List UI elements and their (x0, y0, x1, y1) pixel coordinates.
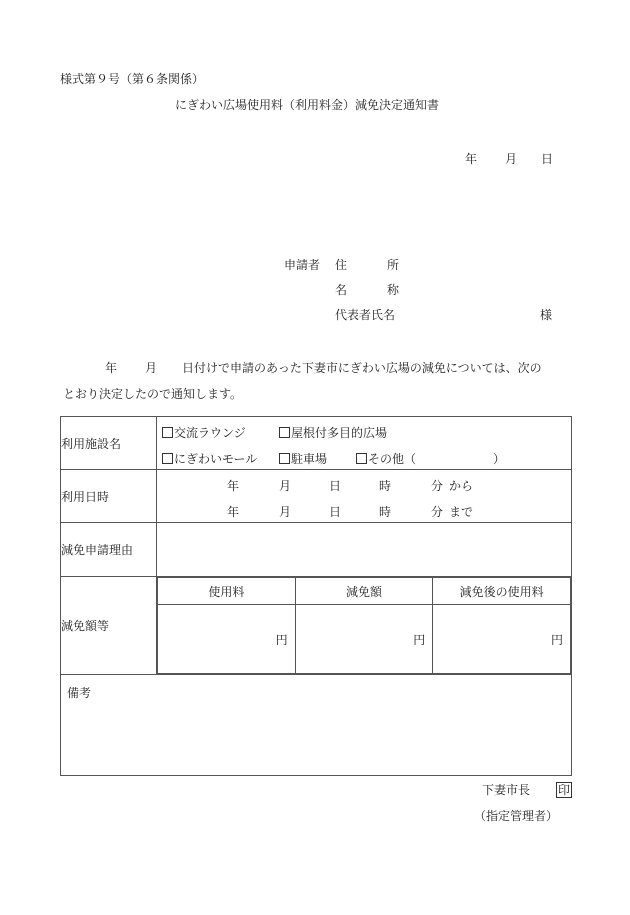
applicant-label: 申請者 (284, 258, 321, 272)
name-label-char-1: 名 (335, 283, 348, 297)
dt-from-suffix: から (449, 479, 474, 493)
datetime-values (157, 470, 572, 523)
checkbox-mall[interactable] (162, 450, 257, 467)
reason-label: 減免申請理由 (61, 523, 157, 577)
representative-label: 代表者氏名 (335, 308, 396, 322)
facility-mall-label: にぎわいモール (174, 452, 258, 466)
checkbox-lounge[interactable] (162, 424, 246, 441)
designated-manager: （指定管理者） (474, 809, 559, 823)
dt-to-day: 日 (329, 505, 342, 519)
facility-options (157, 417, 572, 470)
issuer-title: 下妻市長 (482, 783, 531, 797)
body-year: 年 (105, 361, 118, 375)
datetime-to (157, 496, 571, 522)
amount-label: 減免額等 (61, 577, 157, 675)
dt-from-hour: 時 (379, 479, 392, 493)
body-month: 月 (145, 361, 158, 375)
checkbox-other[interactable] (356, 450, 416, 467)
date-day: 日 (541, 152, 554, 166)
seal-mark (556, 782, 572, 798)
checkbox-icon (279, 453, 290, 464)
datetime-from (157, 470, 571, 496)
usage-fee-header: 使用料 (158, 578, 296, 605)
dt-to-suffix: まで (449, 505, 474, 519)
checkbox-parking[interactable] (279, 450, 327, 467)
dt-to-minute: 分 (431, 505, 444, 519)
reduction-table (60, 416, 572, 776)
remarks-field[interactable] (61, 675, 572, 776)
body-line-2: とおり決定したので通知します。 (63, 387, 243, 401)
facility-parking-label: 駐車場 (291, 452, 328, 466)
checkbox-icon (279, 427, 290, 438)
datetime-label: 利用日時 (61, 470, 157, 523)
usage-fee-field[interactable]: 円 (158, 605, 296, 674)
dt-from-month: 月 (279, 479, 292, 493)
fee-after-reduction-field[interactable]: 円 (433, 605, 571, 674)
facility-roofed-plaza-label: 屋根付多目的広場 (291, 426, 388, 440)
amount-value-row (158, 605, 571, 674)
honorific: 様 (540, 308, 553, 322)
reason-row (61, 523, 572, 577)
dt-to-year: 年 (227, 505, 240, 519)
facility-other-close: ） (493, 452, 506, 466)
facility-row (61, 417, 572, 470)
date-month: 月 (505, 152, 518, 166)
checkbox-icon (356, 453, 367, 464)
body-line-1: 日付けで申請のあった下妻市にぎわい広場の減免については、次の (182, 361, 542, 375)
facility-other-label: その他（ (368, 452, 417, 466)
checkbox-roofed-plaza[interactable] (279, 424, 387, 441)
address-label-char-2: 所 (386, 258, 399, 272)
amount-header-row (158, 578, 571, 605)
seal-icon: 印 (558, 783, 571, 797)
remarks-label: 備考 (67, 686, 92, 700)
checkbox-icon (162, 453, 173, 464)
remarks-row (61, 675, 572, 776)
amount-row (61, 577, 572, 675)
amount-subtable (157, 577, 571, 674)
datetime-row (61, 470, 572, 523)
reason-field[interactable] (157, 523, 572, 577)
date-year: 年 (465, 152, 478, 166)
facility-label: 利用施設名 (61, 417, 157, 470)
fee-after-reduction-header: 減免後の使用料 (433, 578, 571, 605)
address-label-char-1: 住 (335, 258, 348, 272)
dt-to-hour: 時 (379, 505, 392, 519)
dt-to-month: 月 (279, 505, 292, 519)
reduction-amount-header: 減免額 (295, 578, 433, 605)
dt-from-minute: 分 (431, 479, 444, 493)
name-label-char-2: 称 (386, 283, 399, 297)
checkbox-icon (162, 427, 173, 438)
form-number: 様式第９号（第６条関係） (60, 72, 205, 86)
address-label (335, 259, 399, 271)
facility-lounge-label: 交流ラウンジ (174, 426, 246, 440)
name-label (335, 284, 399, 296)
amount-cell (157, 577, 572, 675)
dt-from-year: 年 (227, 479, 240, 493)
document-title: にぎわい広場使用料（利用料金）減免決定通知書 (175, 98, 440, 112)
reduction-amount-field[interactable]: 円 (295, 605, 433, 674)
dt-from-day: 日 (329, 479, 342, 493)
